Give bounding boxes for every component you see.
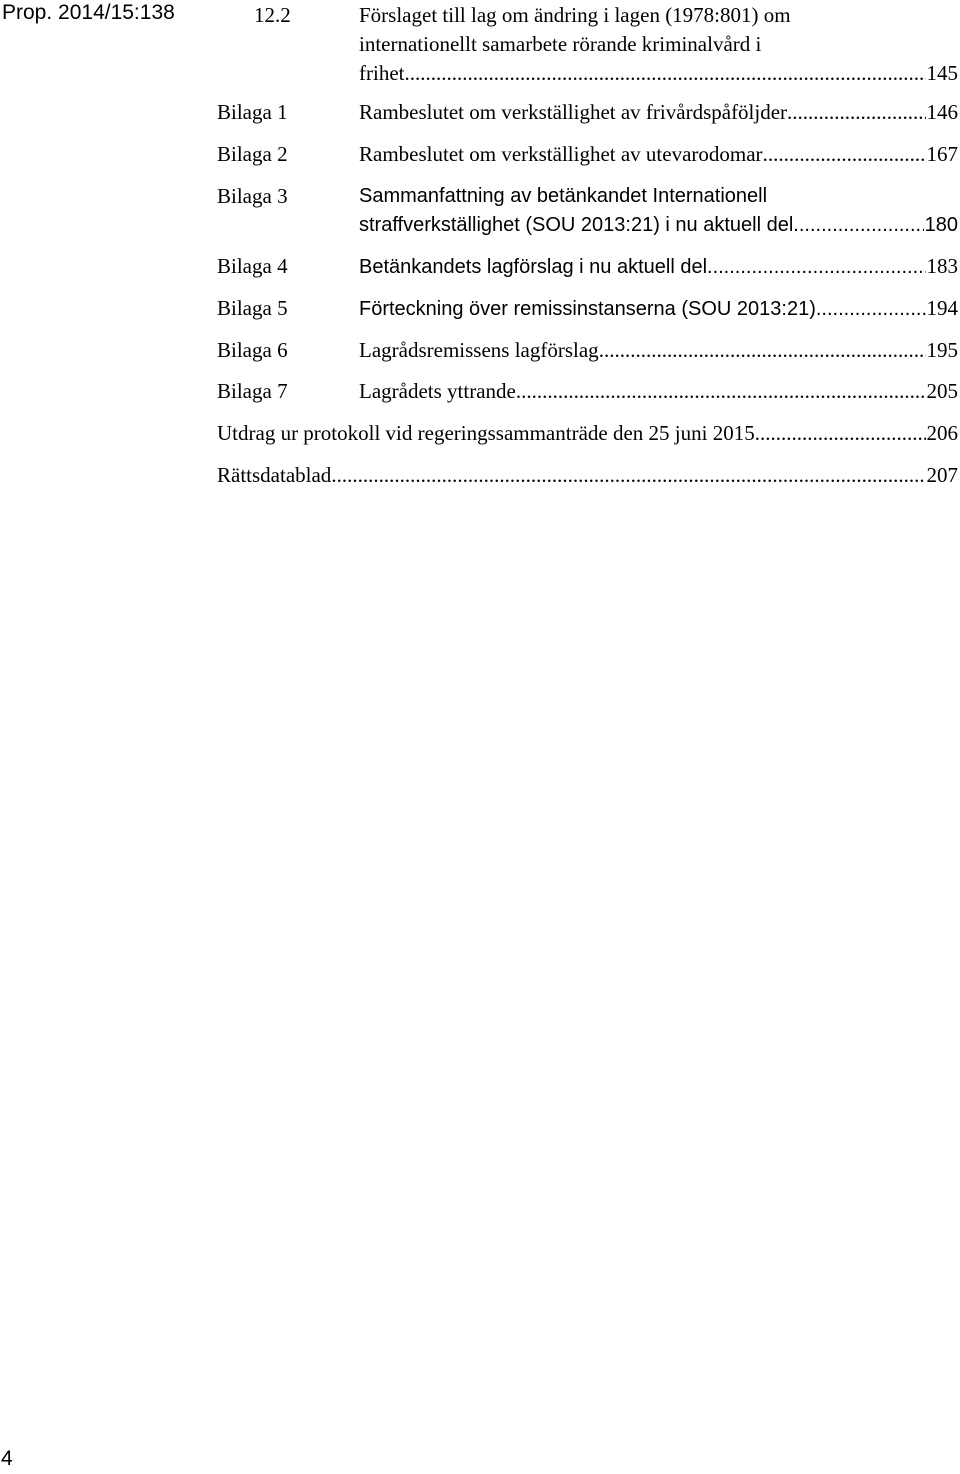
- toc-entry-leader-line: [359, 294, 958, 324]
- toc-entry-page-number: 205: [926, 379, 958, 403]
- dot-leader: [404, 59, 925, 88]
- running-header: Prop. 2014/15:138: [2, 1, 175, 24]
- dot-leader: [516, 377, 926, 406]
- toc-entry-leader-line: [359, 140, 958, 169]
- toc-entry-label: 12.2: [254, 3, 291, 27]
- toc-entry-title: [217, 419, 958, 448]
- toc-entry-title-line: Rambeslutet om verkställighet av frivårdspåföljder: [359, 100, 788, 124]
- toc-entry-title: [359, 1, 958, 88]
- toc-entry-title-line: frihet: [359, 61, 405, 85]
- page-number: 4: [1, 1447, 13, 1470]
- toc-entry-page-number: 194: [926, 296, 958, 320]
- toc-entry-label: Bilaga 1: [217, 100, 288, 124]
- toc-entry-title-line: Förslaget till lag om ändring i lagen (1978:801) om: [359, 3, 791, 27]
- toc-entry-page-number: 195: [926, 338, 958, 362]
- dot-leader: [816, 295, 926, 324]
- toc-entry-title: [359, 140, 958, 169]
- toc-entry-leader-line: [359, 98, 958, 127]
- toc-entry-title-line: Förteckning över remissinstanserna (SOU 2013:21): [359, 298, 816, 320]
- toc-entry-title: [359, 182, 958, 240]
- toc-entry-page-number: 183: [926, 254, 958, 278]
- toc-entry-title: [359, 98, 958, 127]
- toc-entry-label: Bilaga 2: [217, 142, 288, 166]
- dot-leader: [787, 98, 925, 127]
- toc-entry-leader-line: [359, 252, 958, 282]
- toc-entry-title-line: Lagrådsremissens lagförslag: [359, 338, 599, 362]
- dot-leader: [763, 140, 926, 169]
- toc-entry-leader-line: [359, 211, 958, 240]
- toc-entry-title-line: straffverkställighet (SOU 2013:21) i nu aktuell del: [359, 214, 794, 236]
- toc-entry-label: Bilaga 3: [217, 184, 288, 208]
- toc-entry-label: Bilaga 5: [217, 296, 288, 320]
- toc-entry-page-number: 146: [926, 100, 958, 124]
- toc-entry-title-line: Betänkandets lagförslag i nu aktuell del: [359, 256, 708, 278]
- toc-entry-title-line: Utdrag ur protokoll vid regeringssammanträde den 25 juni 2015: [217, 421, 755, 445]
- toc-entry-title-line: Lagrådets yttrande: [359, 379, 516, 403]
- dot-leader: [331, 461, 925, 490]
- toc-entry-title: [359, 252, 958, 282]
- toc-entry-page-number: 207: [926, 463, 958, 487]
- toc-entry-leader-line: [359, 377, 958, 406]
- toc-entry-label: Bilaga 6: [217, 338, 288, 362]
- toc-entry-title-line: Sammanfattning av betänkandet Internationell: [359, 185, 768, 207]
- toc-entry-page-number: 180: [924, 214, 958, 236]
- toc-entry-title: [359, 336, 958, 365]
- toc-entry-page-number: 145: [926, 61, 958, 85]
- toc-entry-page-number: 206: [926, 421, 958, 445]
- toc-entry-title: [359, 294, 958, 324]
- toc-entry-leader-line: [217, 419, 958, 448]
- dot-leader: [599, 336, 926, 365]
- dot-leader: [755, 419, 926, 448]
- toc-entry-title: [359, 377, 958, 406]
- toc-entry-leader-line: [359, 59, 958, 88]
- toc-entry-label: Bilaga 4: [217, 254, 288, 278]
- toc-entry-title-line: internationellt samarbete rörande kriminalvård i: [359, 32, 762, 56]
- toc-entry-title-line: Rättsdatablad: [217, 463, 332, 487]
- toc-entry-title-line: Rambeslutet om verkställighet av utevarodomar: [359, 142, 763, 166]
- toc-entry-leader-line: [359, 336, 958, 365]
- toc-entry-label: Bilaga 7: [217, 379, 288, 403]
- dot-leader: [793, 211, 923, 240]
- toc-entry-title: [217, 461, 958, 490]
- dot-leader: [707, 253, 925, 282]
- toc-entry-leader-line: [217, 461, 958, 490]
- toc-entry-page-number: 167: [926, 142, 958, 166]
